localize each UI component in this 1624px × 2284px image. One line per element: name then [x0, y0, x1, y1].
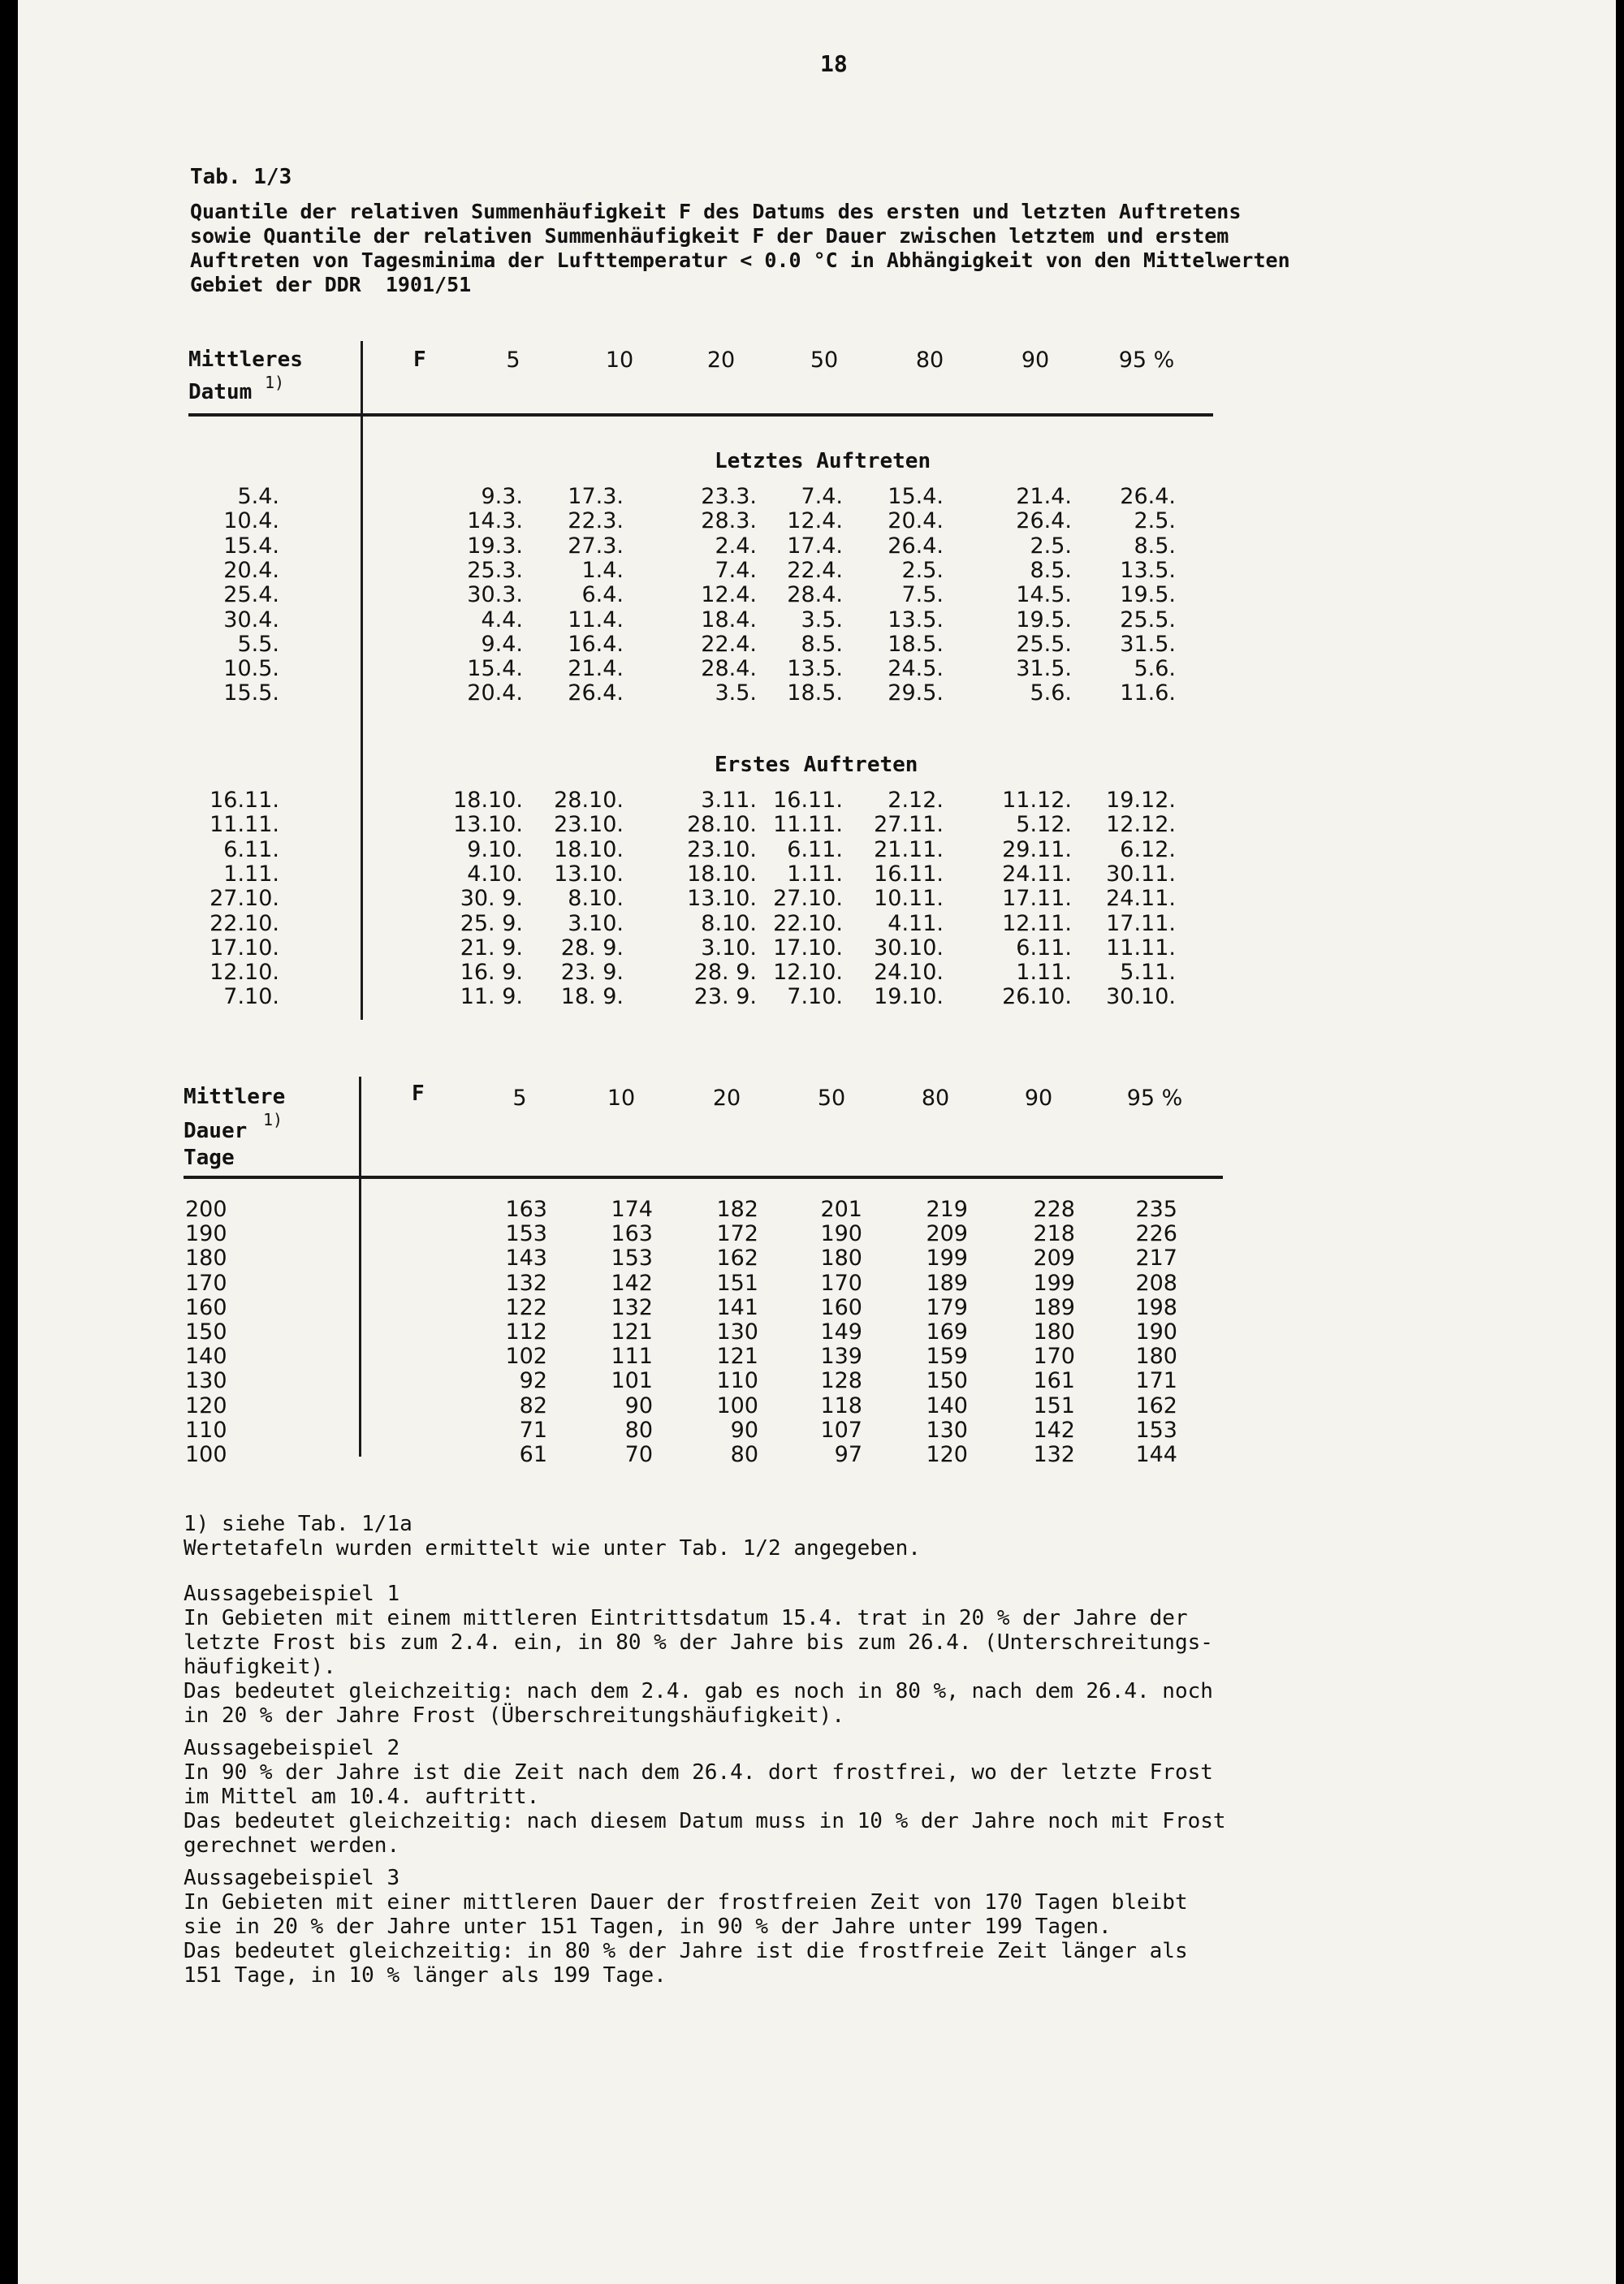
table-cell: 71 — [519, 1417, 547, 1443]
table-cell: 141 — [716, 1294, 758, 1320]
table-cell: 11.6. — [1120, 680, 1176, 706]
table-cell: 142 — [611, 1270, 653, 1296]
row-label: 200 — [185, 1197, 227, 1222]
caption-line: Quantile der relativen Summenhäufigkeit F des Datums des ersten und letzten Auftretens — [190, 200, 1242, 223]
example-line: letzte Frost bis zum 2.4. ein, in 80 % der Jahre bis zum 26.4. (Unterschreitungs- — [184, 1630, 1213, 1655]
table-cell: 13.5. — [888, 607, 944, 633]
table-cell: 151 — [1033, 1392, 1075, 1418]
table-cell: 22.4. — [701, 631, 757, 657]
footnote-line: 1) siehe Tab. 1/1a — [184, 1512, 412, 1536]
table-cell: 19.10. — [874, 984, 944, 1010]
table-cell: 4.11. — [888, 910, 944, 936]
table-cell: 6.12. — [1120, 836, 1176, 862]
row-label: 16.11. — [209, 788, 279, 813]
table-cell: 13.10. — [687, 886, 757, 912]
row-label: 5.4. — [237, 484, 279, 509]
table-cell: 28.10. — [687, 812, 757, 838]
table-cell: 163 — [505, 1197, 547, 1222]
table-cell: 61 — [519, 1442, 547, 1467]
table-cell: 3.10. — [568, 910, 624, 936]
table-cell: 190 — [820, 1221, 862, 1247]
table-cell: 228 — [1033, 1197, 1075, 1222]
table-cell: 3.5. — [801, 607, 843, 633]
section-title-last-occurrence: Letztes Auftreten — [715, 449, 931, 473]
table-cell: 25.5. — [1016, 631, 1072, 657]
table-cell: 1.11. — [787, 861, 843, 887]
table-cell: 24.10. — [874, 960, 944, 986]
table-cell: 189 — [1033, 1294, 1075, 1320]
table1-footnote-marker: 1) — [265, 373, 285, 392]
table-cell: 25. 9. — [460, 910, 523, 936]
table-cell: 27.10. — [773, 886, 843, 912]
table-cell: 9.3. — [481, 484, 523, 509]
table-cell: 5.6. — [1030, 680, 1072, 706]
table-cell: 9.4. — [481, 631, 523, 657]
table-cell: 121 — [611, 1319, 653, 1345]
table-cell: 153 — [1135, 1417, 1177, 1443]
table-cell: 8.10. — [568, 886, 624, 912]
table-cell: 25.3. — [467, 557, 523, 583]
row-label: 25.4. — [223, 582, 279, 608]
column-header: 50 — [817, 1086, 846, 1111]
column-header: 95 % — [1126, 1086, 1183, 1111]
table-cell: 159 — [926, 1344, 968, 1370]
table-cell: 122 — [505, 1294, 547, 1320]
table-cell: 180 — [820, 1246, 862, 1272]
table2-header-label-2: Dauer — [184, 1119, 248, 1143]
table-cell: 30.11. — [1106, 861, 1176, 887]
table-cell: 4.4. — [481, 607, 523, 633]
table-cell: 121 — [716, 1344, 758, 1370]
table-cell: 180 — [1135, 1344, 1177, 1370]
column-header: 5 — [512, 1086, 527, 1111]
table1-f-symbol: F — [413, 348, 426, 372]
document-page — [18, 0, 1616, 2284]
table-cell: 28. 9. — [693, 960, 757, 986]
table-cell: 16.4. — [568, 631, 624, 657]
table-cell: 235 — [1135, 1197, 1177, 1222]
table-cell: 6.11. — [1016, 935, 1072, 961]
table-cell: 11.4. — [568, 607, 624, 633]
row-label: 12.10. — [209, 960, 279, 986]
row-label: 180 — [185, 1246, 227, 1272]
table-cell: 21.4. — [1016, 484, 1072, 509]
table-cell: 5.12. — [1016, 812, 1072, 838]
table-cell: 170 — [820, 1270, 862, 1296]
table-cell: 153 — [611, 1246, 653, 1272]
caption-line: sowie Quantile der relativen Summenhäufigkeit F der Dauer zwischen letztem und erstem — [190, 224, 1229, 248]
table-cell: 209 — [926, 1221, 968, 1247]
table-cell: 23.3. — [701, 484, 757, 509]
table1-header-label: Mittleres — [188, 348, 303, 372]
table2-stub-divider — [359, 1077, 361, 1457]
table-cell: 161 — [1033, 1368, 1075, 1394]
footnote-line: Wertetafeln wurden ermittelt wie unter Tab. 1/2 angegeben. — [184, 1536, 921, 1561]
table-cell: 10.11. — [874, 886, 944, 912]
table1-header-label-2: Datum — [188, 380, 253, 404]
table-cell: 160 — [820, 1294, 862, 1320]
section-title-first-occurrence: Erstes Auftreten — [715, 753, 918, 777]
example-line: 151 Tage, in 10 % länger als 199 Tage. — [184, 1963, 667, 1988]
table-cell: 11.11. — [1106, 935, 1176, 961]
table2-footnote-marker: 1) — [263, 1110, 283, 1129]
table-cell: 163 — [611, 1221, 653, 1247]
table-cell: 26.4. — [888, 533, 944, 559]
table-cell: 130 — [716, 1319, 758, 1345]
table-cell: 2.5. — [901, 557, 944, 583]
table-cell: 92 — [519, 1368, 547, 1394]
table-cell: 19.12. — [1106, 788, 1176, 813]
example-line: im Mittel am 10.4. auftritt. — [184, 1785, 540, 1809]
row-label: 7.10. — [223, 984, 279, 1010]
column-header: 50 — [810, 348, 839, 373]
table-cell: 14.3. — [467, 508, 523, 534]
table-cell: 209 — [1033, 1246, 1075, 1272]
table-cell: 18.4. — [701, 607, 757, 633]
table-cell: 19.3. — [467, 533, 523, 559]
table-cell: 110 — [716, 1368, 758, 1394]
table-cell: 8.5. — [801, 631, 843, 657]
table-cell: 30. 9. — [460, 886, 523, 912]
example-line: Das bedeutet gleichzeitig: in 80 % der Jahre ist die frostfreie Zeit länger als — [184, 1939, 1188, 1963]
caption-line: Gebiet der DDR 1901/51 — [190, 273, 472, 296]
table-cell: 151 — [716, 1270, 758, 1296]
example-line: Das bedeutet gleichzeitig: nach diesem Datum muss in 10 % der Jahre noch mit Frost — [184, 1809, 1226, 1833]
table-cell: 15.4. — [888, 484, 944, 509]
table-cell: 199 — [926, 1246, 968, 1272]
table-cell: 198 — [1135, 1294, 1177, 1320]
table-cell: 6.11. — [787, 836, 843, 862]
table-cell: 169 — [926, 1319, 968, 1345]
table-cell: 170 — [1033, 1344, 1075, 1370]
table-cell: 21.4. — [568, 656, 624, 682]
row-label: 15.4. — [223, 533, 279, 559]
table-cell: 12.4. — [701, 582, 757, 608]
table-cell: 24.11. — [1106, 886, 1176, 912]
table-cell: 172 — [716, 1221, 758, 1247]
table-cell: 143 — [505, 1246, 547, 1272]
table-cell: 16.11. — [773, 788, 843, 813]
table-cell: 162 — [716, 1246, 758, 1272]
table-cell: 219 — [926, 1197, 968, 1222]
table-cell: 171 — [1135, 1368, 1177, 1394]
table-cell: 28.10. — [554, 788, 624, 813]
example-line: sie in 20 % der Jahre unter 151 Tagen, in 90 % der Jahre unter 199 Tagen. — [184, 1915, 1112, 1939]
table-cell: 28.4. — [701, 656, 757, 682]
table-cell: 80 — [624, 1417, 653, 1443]
example-line: häufigkeit). — [184, 1655, 336, 1679]
table1-header-rule — [188, 413, 1213, 417]
table-cell: 7.5. — [901, 582, 944, 608]
table-cell: 107 — [820, 1417, 862, 1443]
table-cell: 13.5. — [1120, 557, 1176, 583]
table2-header-rule — [184, 1176, 1223, 1179]
table-cell: 199 — [1033, 1270, 1075, 1296]
table-cell: 189 — [926, 1270, 968, 1296]
table-cell: 18.10. — [554, 836, 624, 862]
table-cell: 6.4. — [581, 582, 624, 608]
table-cell: 226 — [1135, 1221, 1177, 1247]
table-cell: 24.5. — [888, 656, 944, 682]
table-cell: 18. 9. — [560, 984, 624, 1010]
row-label: 15.5. — [223, 680, 279, 706]
table-cell: 17.3. — [568, 484, 624, 509]
table-cell: 1.11. — [1016, 960, 1072, 986]
table-cell: 22.10. — [773, 910, 843, 936]
table-cell: 22.3. — [568, 508, 624, 534]
column-header: 20 — [706, 348, 736, 373]
table-cell: 12.10. — [773, 960, 843, 986]
column-header: 90 — [1024, 1086, 1053, 1111]
table-cell: 23. 9. — [693, 984, 757, 1010]
row-label: 190 — [185, 1221, 227, 1247]
row-label: 100 — [185, 1442, 227, 1467]
table-cell: 217 — [1135, 1246, 1177, 1272]
table-cell: 140 — [926, 1392, 968, 1418]
table-cell: 30.10. — [1106, 984, 1176, 1010]
table-cell: 5.11. — [1120, 960, 1176, 986]
row-label: 150 — [185, 1319, 227, 1345]
example-line: in 20 % der Jahre Frost (Überschreitungshäufigkeit). — [184, 1703, 844, 1728]
table-cell: 2.4. — [715, 533, 757, 559]
table-cell: 4.10. — [467, 861, 523, 887]
table-cell: 27.3. — [568, 533, 624, 559]
table-cell: 5.6. — [1134, 656, 1176, 682]
table-cell: 31.5. — [1120, 631, 1176, 657]
row-label: 27.10. — [209, 886, 279, 912]
table-cell: 9.10. — [467, 836, 523, 862]
column-header: 20 — [712, 1086, 741, 1111]
table-cell: 17.11. — [1002, 886, 1072, 912]
table-cell: 150 — [926, 1368, 968, 1394]
table-cell: 24.11. — [1002, 861, 1072, 887]
table-cell: 142 — [1033, 1417, 1075, 1443]
table-cell: 16.11. — [874, 861, 944, 887]
table-cell: 18.5. — [787, 680, 843, 706]
table-cell: 22.4. — [787, 557, 843, 583]
row-label: 22.10. — [209, 910, 279, 936]
row-label: 10.5. — [223, 656, 279, 682]
table-cell: 21.11. — [874, 836, 944, 862]
table-cell: 23. 9. — [560, 960, 624, 986]
table-cell: 27.11. — [874, 812, 944, 838]
table-cell: 20.4. — [467, 680, 523, 706]
row-label: 10.4. — [223, 508, 279, 534]
table-cell: 12.12. — [1106, 812, 1176, 838]
table-cell: 8.10. — [701, 910, 757, 936]
table-cell: 208 — [1135, 1270, 1177, 1296]
table-cell: 29.5. — [888, 680, 944, 706]
table-cell: 2.5. — [1134, 508, 1176, 534]
table-cell: 11.12. — [1002, 788, 1072, 813]
table-cell: 18.10. — [453, 788, 523, 813]
table-cell: 90 — [624, 1392, 653, 1418]
table-cell: 13.10. — [453, 812, 523, 838]
table-cell: 26.4. — [1016, 508, 1072, 534]
row-label: 120 — [185, 1392, 227, 1418]
table-cell: 100 — [716, 1392, 758, 1418]
table-cell: 8.5. — [1134, 533, 1176, 559]
page-number: 18 — [820, 50, 848, 77]
table-cell: 31.5. — [1016, 656, 1072, 682]
column-header: 5 — [506, 348, 520, 373]
row-label: 11.11. — [209, 812, 279, 838]
example-line: Das bedeutet gleichzeitig: nach dem 2.4. gab es noch in 80 %, nach dem 26.4. noch — [184, 1679, 1213, 1703]
row-label: 170 — [185, 1270, 227, 1296]
table-cell: 112 — [505, 1319, 547, 1345]
table-cell: 174 — [611, 1197, 653, 1222]
table-cell: 111 — [611, 1344, 653, 1370]
table-cell: 20.4. — [888, 508, 944, 534]
column-header: 80 — [921, 1086, 950, 1111]
table1-stub-divider — [361, 341, 363, 1020]
table-cell: 12.11. — [1002, 910, 1072, 936]
table-cell: 144 — [1135, 1442, 1177, 1467]
table2-header-unit: Tage — [184, 1146, 235, 1170]
row-label: 5.5. — [237, 631, 279, 657]
table-cell: 23.10. — [554, 812, 624, 838]
row-label: 160 — [185, 1294, 227, 1320]
example-line: In Gebieten mit einem mittleren Eintrittsdatum 15.4. trat in 20 % der Jahre der — [184, 1606, 1188, 1630]
table-cell: 2.12. — [888, 788, 944, 813]
example-line: In 90 % der Jahre ist die Zeit nach dem 26.4. dort frostfrei, wo der letzte Frost — [184, 1760, 1213, 1785]
table-cell: 7.10. — [787, 984, 843, 1010]
table-cell: 3.10. — [701, 935, 757, 961]
table-cell: 180 — [1033, 1319, 1075, 1345]
table-cell: 17.4. — [787, 533, 843, 559]
table-cell: 3.11. — [701, 788, 757, 813]
table-cell: 19.5. — [1120, 582, 1176, 608]
table-cell: 82 — [519, 1392, 547, 1418]
table-cell: 11. 9. — [460, 984, 523, 1010]
table-cell: 139 — [820, 1344, 862, 1370]
table-cell: 30.3. — [467, 582, 523, 608]
table2-f-symbol: F — [412, 1082, 425, 1106]
example-title: Aussagebeispiel 3 — [184, 1866, 400, 1890]
row-label: 110 — [185, 1417, 227, 1443]
table-cell: 17.10. — [773, 935, 843, 961]
table-cell: 28. 9. — [560, 935, 624, 961]
table-cell: 7.4. — [715, 557, 757, 583]
table-cell: 190 — [1135, 1319, 1177, 1345]
table-cell: 218 — [1033, 1221, 1075, 1247]
table-cell: 12.4. — [787, 508, 843, 534]
row-label: 1.11. — [223, 861, 279, 887]
table-cell: 11.11. — [773, 812, 843, 838]
table-cell: 97 — [834, 1442, 862, 1467]
table2-header-label: Mittlere — [184, 1085, 286, 1109]
table-cell: 149 — [820, 1319, 862, 1345]
table-cell: 153 — [505, 1221, 547, 1247]
table-cell: 120 — [926, 1442, 968, 1467]
table-cell: 132 — [611, 1294, 653, 1320]
column-header: 90 — [1021, 348, 1050, 373]
table-cell: 70 — [624, 1442, 653, 1467]
example-line: gerechnet werden. — [184, 1833, 400, 1858]
table-cell: 18.5. — [888, 631, 944, 657]
table-cell: 182 — [716, 1197, 758, 1222]
row-label: 30.4. — [223, 607, 279, 633]
table-cell: 7.4. — [801, 484, 843, 509]
table-cell: 25.5. — [1120, 607, 1176, 633]
table-cell: 30.10. — [874, 935, 944, 961]
table-cell: 101 — [611, 1368, 653, 1394]
row-label: 140 — [185, 1344, 227, 1370]
example-line: In Gebieten mit einer mittleren Dauer der frostfreien Zeit von 170 Tagen bleibt — [184, 1890, 1188, 1915]
row-label: 17.10. — [209, 935, 279, 961]
table-cell: 18.10. — [687, 861, 757, 887]
table-cell: 15.4. — [467, 656, 523, 682]
example-title: Aussagebeispiel 1 — [184, 1582, 400, 1606]
table-cell: 28.4. — [787, 582, 843, 608]
table-cell: 102 — [505, 1344, 547, 1370]
table-cell: 179 — [926, 1294, 968, 1320]
row-label: 130 — [185, 1368, 227, 1394]
table-cell: 17.11. — [1106, 910, 1176, 936]
table-cell: 80 — [730, 1442, 758, 1467]
table-cell: 14.5. — [1016, 582, 1072, 608]
table-cell: 118 — [820, 1392, 862, 1418]
table-cell: 21. 9. — [460, 935, 523, 961]
table-cell: 29.11. — [1002, 836, 1072, 862]
column-header: 80 — [915, 348, 944, 373]
column-header: 95 % — [1118, 348, 1175, 373]
table-cell: 13.10. — [554, 861, 624, 887]
table-label: Tab. 1/3 — [190, 165, 292, 189]
table-cell: 132 — [505, 1270, 547, 1296]
table-cell: 2.5. — [1030, 533, 1072, 559]
example-title: Aussagebeispiel 2 — [184, 1736, 400, 1760]
column-header: 10 — [605, 348, 634, 373]
table-cell: 26.4. — [568, 680, 624, 706]
table-cell: 13.5. — [787, 656, 843, 682]
table-cell: 132 — [1033, 1442, 1075, 1467]
table-cell: 90 — [730, 1417, 758, 1443]
table-cell: 26.10. — [1002, 984, 1072, 1010]
table-cell: 3.5. — [715, 680, 757, 706]
row-label: 6.11. — [223, 836, 279, 862]
table-cell: 130 — [926, 1417, 968, 1443]
table-cell: 162 — [1135, 1392, 1177, 1418]
table-cell: 128 — [820, 1368, 862, 1394]
table-cell: 8.5. — [1030, 557, 1072, 583]
table-cell: 16. 9. — [460, 960, 523, 986]
caption-line: Auftreten von Tagesminima der Lufttemperatur < 0.0 °C in Abhängigkeit von den Mittelwerten — [190, 248, 1290, 272]
table-cell: 28.3. — [701, 508, 757, 534]
table-cell: 1.4. — [581, 557, 624, 583]
table-cell: 26.4. — [1120, 484, 1176, 509]
column-header: 10 — [607, 1086, 636, 1111]
table-cell: 23.10. — [687, 836, 757, 862]
table-cell: 201 — [820, 1197, 862, 1222]
table-cell: 19.5. — [1016, 607, 1072, 633]
row-label: 20.4. — [223, 557, 279, 583]
